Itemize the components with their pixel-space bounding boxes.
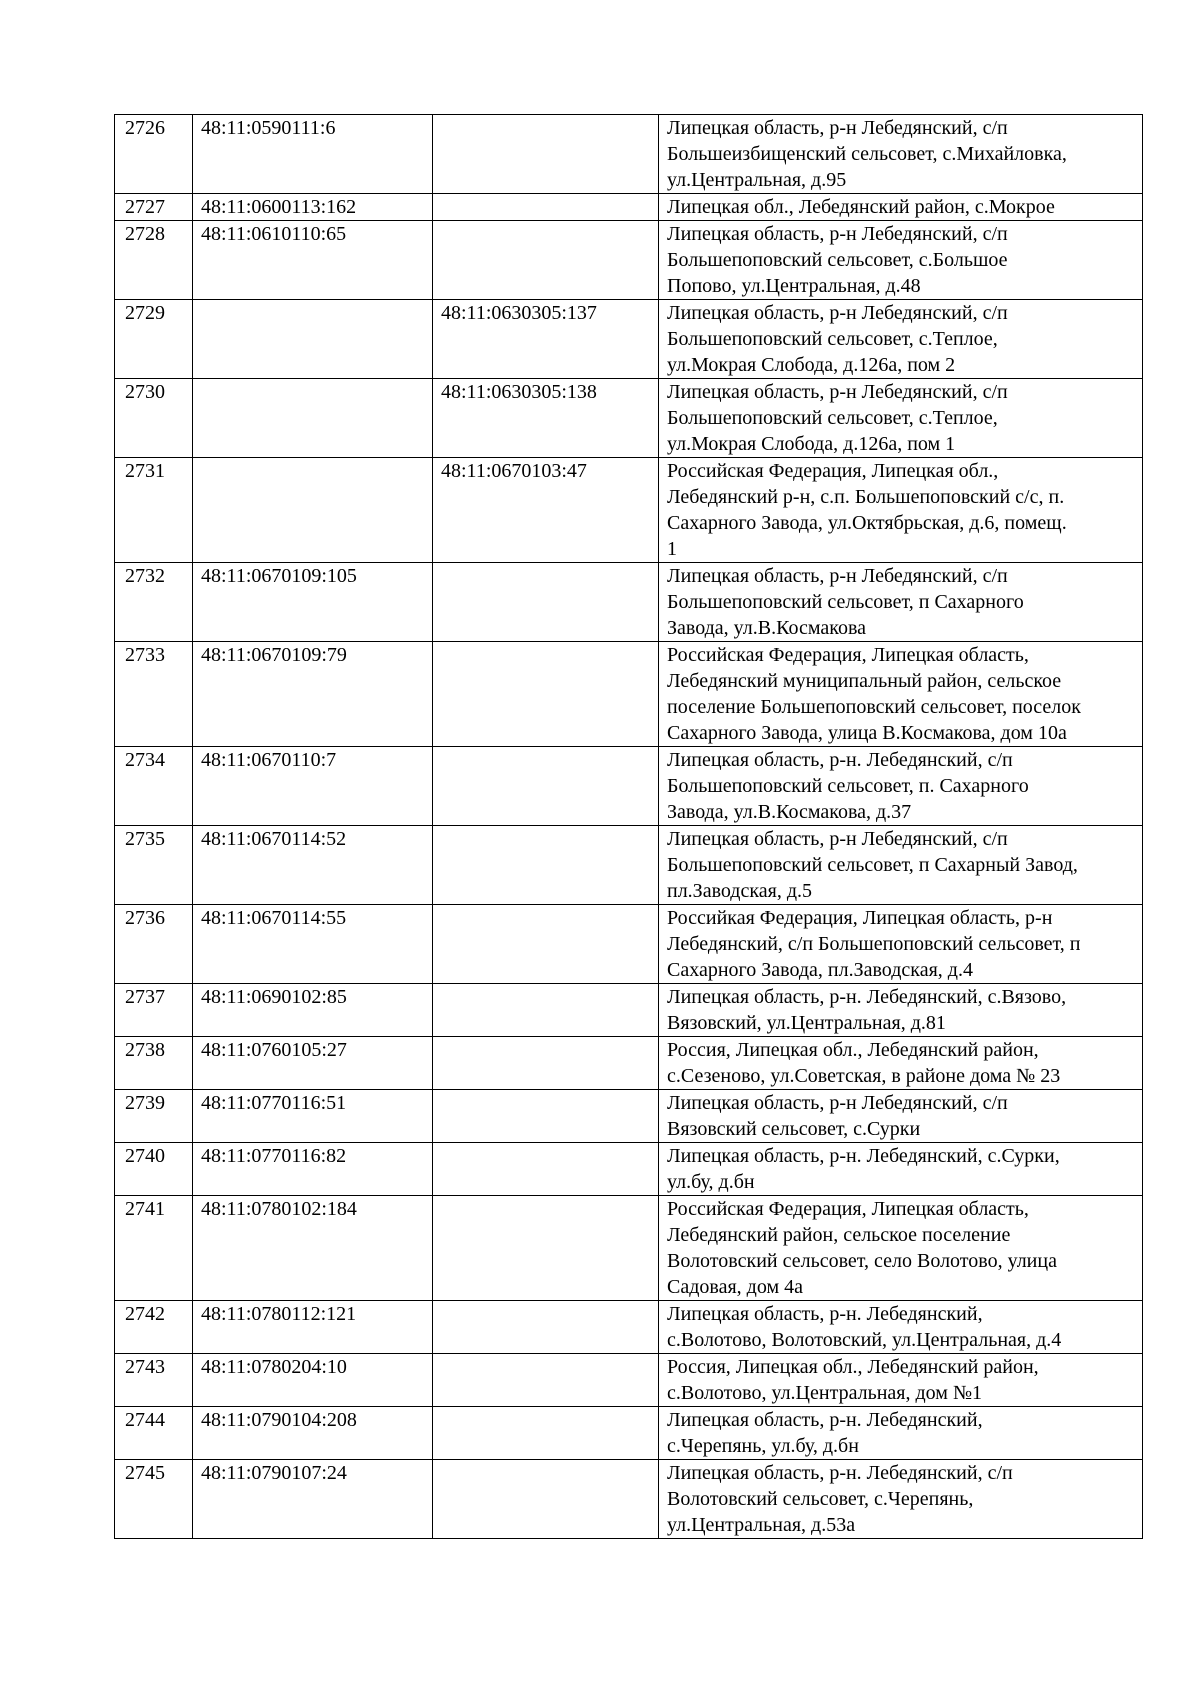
premises-cadastral-number-cell: [433, 1407, 659, 1460]
cadastral-number-cell: 48:11:0780204:10: [193, 1354, 433, 1407]
address-line: Липецкая область, р-н Лебедянский, с/п: [667, 381, 1008, 403]
row-number: 2741: [115, 1196, 193, 1301]
cadastral-number-cell: 48:11:0770116:82: [193, 1143, 433, 1196]
row-number: 2740: [115, 1143, 193, 1196]
address-line: Липецкая область, р-н. Лебедянский,: [667, 1303, 983, 1325]
address-line: Российская Федерация, Липецкая область,: [667, 644, 1029, 666]
premises-cadastral-number-cell: [433, 115, 659, 194]
address-cell: [659, 1196, 1143, 1301]
cadastral-number-cell: 48:11:0670110:7: [193, 747, 433, 826]
address-cell: [659, 458, 1143, 563]
table-row: [115, 826, 1143, 905]
table-row: [115, 300, 1143, 379]
address-line: 1: [667, 538, 677, 560]
cadastral-number-cell: [193, 300, 433, 379]
table-row: [115, 563, 1143, 642]
table-row: [115, 194, 1143, 221]
table-row: [115, 1090, 1143, 1143]
premises-cadastral-number-cell: [433, 194, 659, 221]
table-row: [115, 747, 1143, 826]
address-line: Липецкая область, р-н. Лебедянский, с/п: [667, 1462, 1013, 1484]
table-row: [115, 379, 1143, 458]
premises-cadastral-number-cell: [433, 1196, 659, 1301]
address-line: Вязовский сельсовет, с.Сурки: [667, 1118, 921, 1140]
address-line: Большепоповский сельсовет, п Сахарного: [667, 591, 1024, 613]
cadastral-number-cell: 48:11:0770116:51: [193, 1090, 433, 1143]
address-line: Лебедянский муниципальный район, сельское: [667, 670, 1062, 692]
address-line: Садовая, дом 4а: [667, 1276, 803, 1298]
row-number: 2727: [115, 194, 193, 221]
premises-cadastral-number-cell: 48:11:0670103:47: [433, 458, 659, 563]
cadastral-number-cell: 48:11:0780112:121: [193, 1301, 433, 1354]
cadastral-number-cell: 48:11:0790107:24: [193, 1460, 433, 1539]
cadastral-number-cell: 48:11:0690102:85: [193, 984, 433, 1037]
address-line: Россия, Липецкая обл., Лебедянский район,: [667, 1039, 1039, 1061]
address-line: Сахарного Завода, улица В.Космакова, дом 10а: [667, 722, 1067, 744]
address-cell: [659, 642, 1143, 747]
registry-table: [114, 114, 1143, 1539]
address-line: Российская Федерация, Липецкая область,: [667, 1198, 1029, 1220]
cadastral-number-cell: 48:11:0670114:52: [193, 826, 433, 905]
row-number: 2732: [115, 563, 193, 642]
cadastral-number-cell: 48:11:0790104:208: [193, 1407, 433, 1460]
address-line: Большепоповский сельсовет, с.Теплое,: [667, 407, 998, 429]
address-line: Липецкая область, р-н Лебедянский, с/п: [667, 1092, 1008, 1114]
row-number: 2743: [115, 1354, 193, 1407]
table-row: [115, 642, 1143, 747]
address-line: поселение Большепоповский сельсовет, поселок: [667, 696, 1081, 718]
row-number: 2742: [115, 1301, 193, 1354]
premises-cadastral-number-cell: [433, 984, 659, 1037]
row-number: 2738: [115, 1037, 193, 1090]
address-line: ул.Центральная, д.53а: [667, 1514, 856, 1536]
row-number: 2739: [115, 1090, 193, 1143]
premises-cadastral-number-cell: [433, 1037, 659, 1090]
row-number: 2744: [115, 1407, 193, 1460]
premises-cadastral-number-cell: [433, 1143, 659, 1196]
address-cell: [659, 1407, 1143, 1460]
address-line: Большепоповский сельсовет, с.Теплое,: [667, 328, 998, 350]
address-line: Лебедянский, с/п Большепоповский сельсовет, п: [667, 933, 1081, 955]
address-line: Российкая Федерация, Липецкая область, р-н: [667, 907, 1053, 929]
table-row: [115, 905, 1143, 984]
premises-cadastral-number-cell: [433, 221, 659, 300]
table-row: [115, 1460, 1143, 1539]
address-line: Липецкая область, р-н Лебедянский, с/п: [667, 565, 1008, 587]
address-line: Лебедянский район, сельское поселение: [667, 1224, 1011, 1246]
address-cell: [659, 905, 1143, 984]
premises-cadastral-number-cell: 48:11:0630305:137: [433, 300, 659, 379]
row-number: 2726: [115, 115, 193, 194]
row-number: 2733: [115, 642, 193, 747]
address-line: ул.Мокрая Слобода, д.126а, пом 2: [667, 354, 956, 376]
address-line: Российская Федерация, Липецкая обл.,: [667, 460, 999, 482]
address-cell: [659, 1037, 1143, 1090]
address-line: ул.Мокрая Слобода, д.126а, пом 1: [667, 433, 956, 455]
address-line: ул.бу, д.бн: [667, 1171, 755, 1193]
table-row: [115, 1143, 1143, 1196]
address-line: Сахарного Завода, пл.Заводская, д.4: [667, 959, 973, 981]
address-line: ул.Центральная, д.95: [667, 169, 847, 191]
address-line: Липецкая область, р-н Лебедянский, с/п: [667, 223, 1008, 245]
table-row: [115, 115, 1143, 194]
row-number: 2737: [115, 984, 193, 1037]
premises-cadastral-number-cell: 48:11:0630305:138: [433, 379, 659, 458]
row-number: 2731: [115, 458, 193, 563]
address-line: Липецкая область, р-н. Лебедянский, с.Вязово,: [667, 986, 1067, 1008]
address-line: с.Волотово, ул.Центральная, дом №1: [667, 1382, 983, 1404]
address-cell: [659, 747, 1143, 826]
address-cell: [659, 194, 1143, 221]
address-cell: [659, 379, 1143, 458]
address-line: Большепоповский сельсовет, п. Сахарного: [667, 775, 1029, 797]
row-number: 2745: [115, 1460, 193, 1539]
table-row: [115, 1196, 1143, 1301]
premises-cadastral-number-cell: [433, 1090, 659, 1143]
table-row: [115, 221, 1143, 300]
registry-table-body: [115, 115, 1143, 1539]
premises-cadastral-number-cell: [433, 1354, 659, 1407]
table-row: [115, 1037, 1143, 1090]
address-line: Липецкая область, р-н Лебедянский, с/п: [667, 828, 1008, 850]
address-line: Попово, ул.Центральная, д.48: [667, 275, 921, 297]
address-line: Вязовский, ул.Центральная, д.81: [667, 1012, 946, 1034]
table-row: [115, 1354, 1143, 1407]
address-cell: [659, 221, 1143, 300]
row-number: 2736: [115, 905, 193, 984]
cadastral-number-cell: 48:11:0670114:55: [193, 905, 433, 984]
premises-cadastral-number-cell: [433, 826, 659, 905]
address-cell: [659, 563, 1143, 642]
cadastral-number-cell: 48:11:0600113:162: [193, 194, 433, 221]
cadastral-number-cell: 48:11:0780102:184: [193, 1196, 433, 1301]
premises-cadastral-number-cell: [433, 747, 659, 826]
cadastral-number-cell: 48:11:0760105:27: [193, 1037, 433, 1090]
table-row: [115, 984, 1143, 1037]
address-cell: [659, 1090, 1143, 1143]
cadastral-number-cell: 48:11:0670109:79: [193, 642, 433, 747]
premises-cadastral-number-cell: [433, 1460, 659, 1539]
row-number: 2728: [115, 221, 193, 300]
address-cell: [659, 1354, 1143, 1407]
address-line: Россия, Липецкая обл., Лебедянский район,: [667, 1356, 1039, 1378]
address-line: Лебедянский р-н, с.п. Большепоповский с/с, п.: [667, 486, 1065, 508]
row-number: 2729: [115, 300, 193, 379]
address-line: Большеизбищенский сельсовет, с.Михайловка,: [667, 143, 1067, 165]
address-line: Завода, ул.В.Космакова, д.37: [667, 801, 912, 823]
address-line: Волотовский сельсовет, с.Черепянь,: [667, 1488, 974, 1510]
address-line: Завода, ул.В.Космакова: [667, 617, 866, 639]
address-cell: [659, 984, 1143, 1037]
cadastral-number-cell: 48:11:0610110:65: [193, 221, 433, 300]
address-line: с.Черепянь, ул.бу, д.бн: [667, 1435, 859, 1457]
address-line: Липецкая область, р-н. Лебедянский, с/п: [667, 749, 1013, 771]
address-line: с.Волотово, Волотовский, ул.Центральная, д.4: [667, 1329, 1062, 1351]
address-cell: [659, 826, 1143, 905]
table-row: [115, 458, 1143, 563]
table-row: [115, 1407, 1143, 1460]
cadastral-number-cell: 48:11:0590111:6: [193, 115, 433, 194]
address-line: Большепоповский сельсовет, п Сахарный Завод,: [667, 854, 1078, 876]
premises-cadastral-number-cell: [433, 563, 659, 642]
address-line: Липецкая обл., Лебедянский район, с.Мокрое: [667, 196, 1055, 218]
address-line: Большепоповский сельсовет, с.Большое: [667, 249, 1008, 271]
row-number: 2735: [115, 826, 193, 905]
premises-cadastral-number-cell: [433, 642, 659, 747]
address-line: пл.Заводская, д.5: [667, 880, 813, 902]
premises-cadastral-number-cell: [433, 905, 659, 984]
row-number: 2730: [115, 379, 193, 458]
address-line: Липецкая область, р-н. Лебедянский,: [667, 1409, 983, 1431]
address-cell: [659, 115, 1143, 194]
address-line: Сахарного Завода, ул.Октябрьская, д.6, помещ.: [667, 512, 1067, 534]
cadastral-number-cell: [193, 379, 433, 458]
address-cell: [659, 1301, 1143, 1354]
address-line: с.Сезеново, ул.Советская, в районе дома № 23: [667, 1065, 1061, 1087]
address-cell: [659, 1460, 1143, 1539]
address-line: Липецкая область, р-н Лебедянский, с/п: [667, 117, 1008, 139]
cadastral-number-cell: [193, 458, 433, 563]
address-cell: [659, 1143, 1143, 1196]
row-number: 2734: [115, 747, 193, 826]
address-line: Волотовский сельсовет, село Волотово, улица: [667, 1250, 1057, 1272]
premises-cadastral-number-cell: [433, 1301, 659, 1354]
address-line: Липецкая область, р-н. Лебедянский, с.Сурки,: [667, 1145, 1060, 1167]
cadastral-number-cell: 48:11:0670109:105: [193, 563, 433, 642]
address-cell: [659, 300, 1143, 379]
table-row: [115, 1301, 1143, 1354]
address-line: Липецкая область, р-н Лебедянский, с/п: [667, 302, 1008, 324]
